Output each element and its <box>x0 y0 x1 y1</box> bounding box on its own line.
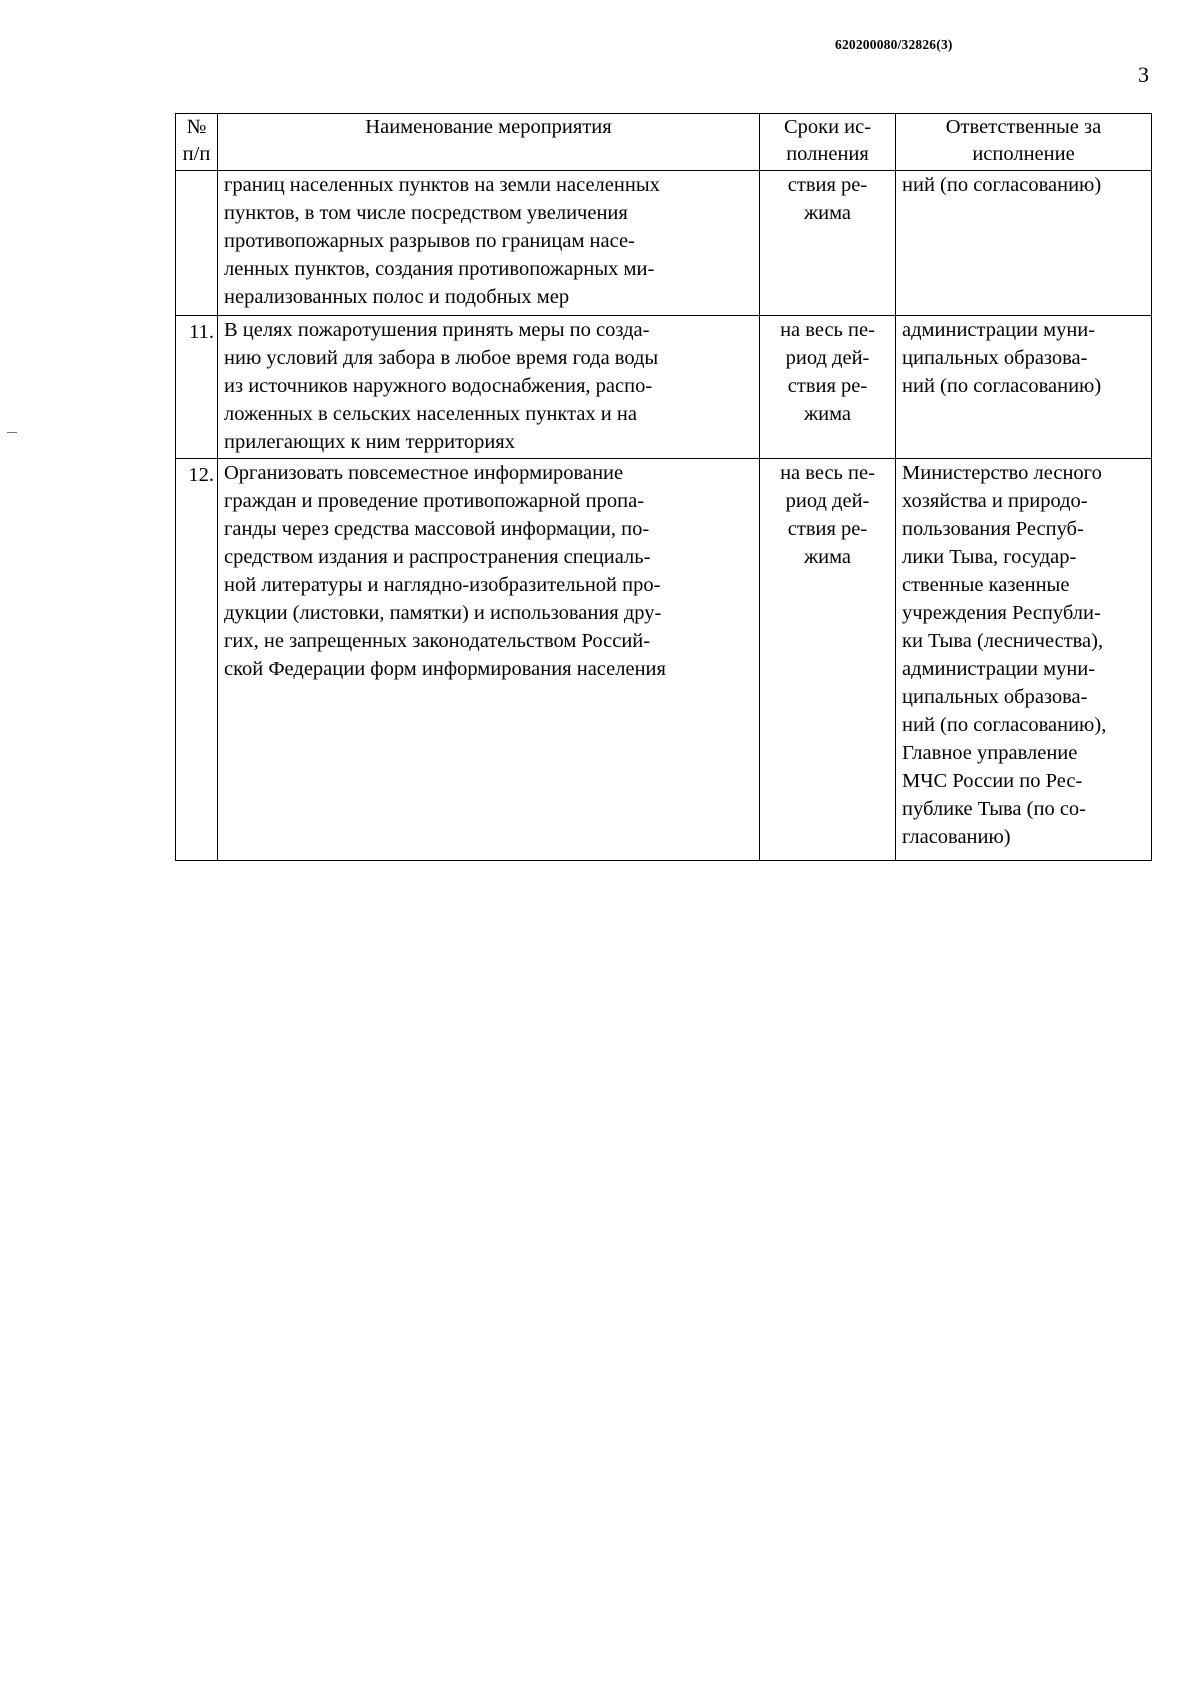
document-id: 620200080/32826(3) <box>835 37 953 52</box>
text-line: Главное управление <box>902 742 1078 764</box>
header-deadline <box>760 114 896 171</box>
text-line: на весь пе- <box>780 319 875 341</box>
table-row <box>176 459 1152 861</box>
text-line: жима <box>803 546 852 568</box>
text-line: администрации муни- <box>902 658 1096 680</box>
text-line: ки Тыва (лесничества), <box>902 630 1104 652</box>
text-line: из источников наружного водоснабжения, распо- <box>224 375 653 397</box>
text-line: ствия ре- <box>787 375 868 397</box>
text-line: ствия ре- <box>787 518 868 540</box>
text-line: риод дей- <box>785 347 870 369</box>
text-line: ний (по согласованию) <box>902 174 1102 196</box>
text-line: граждан и проведение противопожарной пропа- <box>224 490 645 512</box>
page-number: 3 <box>1138 62 1149 87</box>
text-line: границ населенных пунктов на земли населенных <box>224 174 660 196</box>
text-line: ственные казенные <box>902 574 1070 596</box>
header-line: Наименование мероприятия <box>365 116 612 138</box>
row-number: 11. <box>176 316 218 459</box>
text-line: жима <box>803 202 852 224</box>
header-line: полнения <box>786 143 869 165</box>
text-line: лики Тыва, государ- <box>902 546 1077 568</box>
text-line: ний (по согласованию), <box>902 714 1107 736</box>
text-line: прилегающих к ним территориях <box>224 431 515 453</box>
header-line: Ответственные за <box>945 116 1102 138</box>
text-line: администрации муни- <box>902 319 1096 341</box>
text-line: ципальных образова- <box>902 686 1088 708</box>
header-line: № <box>186 116 207 138</box>
text-line: ложенных в сельских населенных пунктах и на <box>224 403 637 425</box>
text-line: публике Тыва (по со- <box>902 798 1086 820</box>
measure-name <box>218 171 760 316</box>
table-header-row <box>176 114 1152 171</box>
text-line: ской Федерации форм информирования населения <box>224 658 666 680</box>
measure-name <box>218 459 760 861</box>
text-line: МЧС России по Рес- <box>902 770 1083 792</box>
responsible <box>896 316 1152 459</box>
header-line: п/п <box>182 143 211 165</box>
text-line: ципальных образова- <box>902 347 1088 369</box>
header-number <box>176 114 218 171</box>
header-line: Сроки ис- <box>783 116 872 138</box>
text-line: противопожарных разрывов по границам насе- <box>224 230 635 252</box>
margin-mark <box>7 432 17 433</box>
header-line: исполнение <box>972 143 1075 165</box>
table-row <box>176 171 1152 316</box>
text-line: учреждения Республи- <box>902 602 1101 624</box>
text-line: нерализованных полос и подобных мер <box>224 286 570 308</box>
deadline <box>760 459 896 861</box>
header-measure-name <box>218 114 760 171</box>
row-number: 12. <box>176 459 218 861</box>
text-line: Организовать повсеместное информирование <box>224 462 624 484</box>
text-line: пунктов, в том числе посредством увеличения <box>224 202 628 224</box>
deadline <box>760 316 896 459</box>
text-line: ленных пунктов, создания противопожарных ми- <box>224 258 655 280</box>
text-line: средством издания и распространения специаль- <box>224 546 651 568</box>
header-responsible <box>896 114 1152 171</box>
text-line: ной литературы и наглядно-изобразительной про- <box>224 574 661 596</box>
measures-table <box>175 113 1152 861</box>
text-line: дукции (листовки, памятки) и использования дру- <box>224 602 662 624</box>
table-row <box>176 316 1152 459</box>
deadline <box>760 171 896 316</box>
text-line: хозяйства и природо- <box>902 490 1088 512</box>
text-line: на весь пе- <box>780 462 875 484</box>
text-line: ствия ре- <box>787 174 868 196</box>
responsible <box>896 171 1152 316</box>
text-line: гих, не запрещенных законодательством Россий- <box>224 630 651 652</box>
measure-name <box>218 316 760 459</box>
text-line: риод дей- <box>785 490 870 512</box>
text-line: жима <box>803 403 852 425</box>
text-line: Министерство лесного <box>902 462 1102 484</box>
row-number <box>176 171 218 316</box>
text-line: ний (по согласованию) <box>902 375 1102 397</box>
text-line: нию условий для забора в любое время года воды <box>224 347 659 369</box>
text-line: ганды через средства массовой информации, по- <box>224 518 650 540</box>
text-line: пользования Респуб- <box>902 518 1084 540</box>
text-line: гласованию) <box>902 826 1011 848</box>
text-line: В целях пожаротушения принять меры по созда- <box>224 319 650 341</box>
responsible <box>896 459 1152 861</box>
